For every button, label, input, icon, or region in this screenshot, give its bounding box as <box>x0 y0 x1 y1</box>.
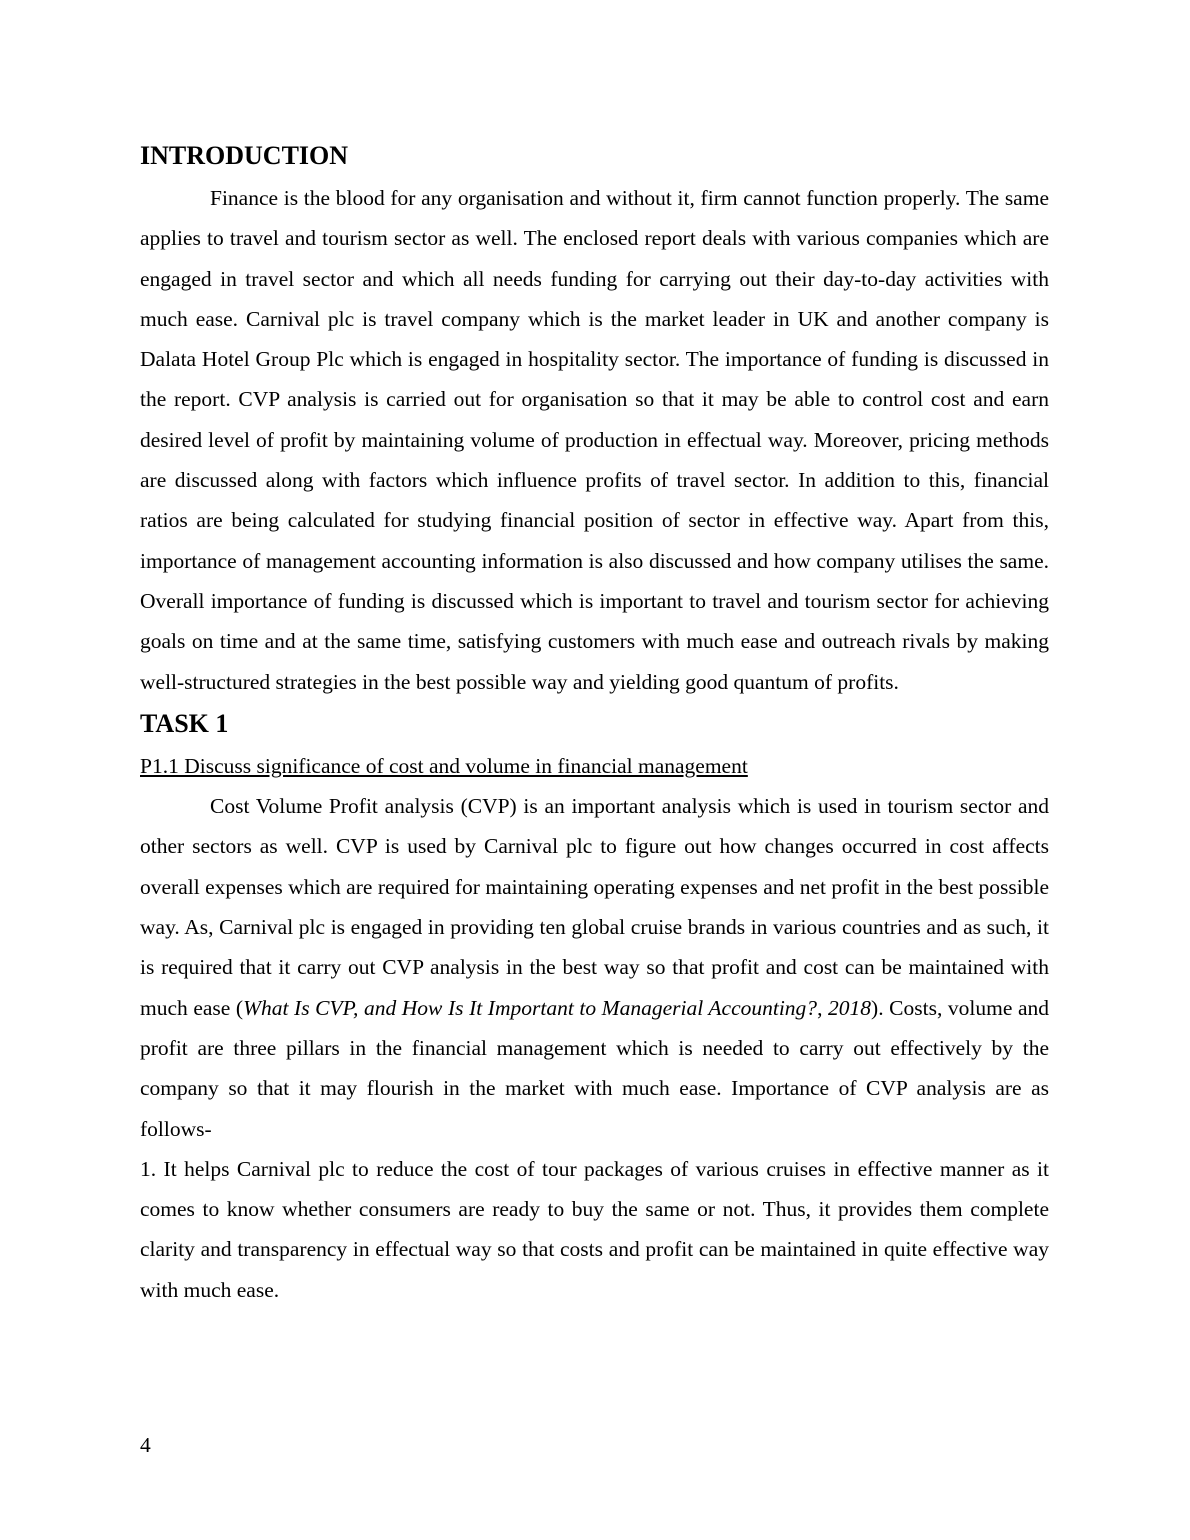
citation-year: 2018 <box>828 995 872 1020</box>
cvp-paragraph <box>140 786 1049 1149</box>
list-item-point-1: 1. It helps Carnival plc to reduce the cost of tour packages of various cruises in effective manner as it comes to know whether consumers are ready to buy the same or not. Thus, it provides them complete clarity and transparency in effectual way so that costs and profit can be maintained in quite effective way with much ease. <box>140 1156 1049 1302</box>
introduction-paragraph: Finance is the blood for any organisation and without it, firm cannot function properly. The same applies to travel and tourism sector as well. The enclosed report deals with various companies which are engaged in travel sector and which all needs funding for carrying out their day-to-day activities with much ease. Carnival plc is travel company which is the market leader in UK and another company is Dalata Hotel Group Plc which is engaged in hospitality sector. The importance of funding is discussed in the report. CVP analysis is carried out for organisation so that it may be able to control cost and earn desired level of profit by maintaining volume of production in effectual way. Moreover, pricing methods are discussed along with factors which influence profits of travel sector. In addition to this, financial ratios are being calculated for studying financial position of sector in effective way. Apart from this, importance of management accounting information is also discussed and how company utilises the same. Overall importance of funding is discussed which is important to travel and tourism sector for achieving goals on time and at the same time, satisfying customers with much ease and outreach rivals by making well-structured strategies in the best possible way and yielding good quantum of profits. <box>140 186 1049 694</box>
document-page <box>140 138 1049 1310</box>
task1-heading: TASK 1 <box>140 708 229 738</box>
citation-separator: , <box>817 995 829 1020</box>
task1-subheading: P1.1 Discuss significance of cost and volume in financial management <box>140 753 748 778</box>
cvp-paragraph-text-end: ). Costs, volume and profit are three pillars in the financial management which is needed to carry out effectively by the company so that it may flourish in the market with much ease. Importance of CVP analysis are as follows- <box>140 995 1050 1141</box>
cvp-paragraph-text-start: Cost Volume Profit analysis (CVP) is an important analysis which is used in tourism sector and other sectors as well. CVP is used by Carnival plc to figure out how changes occurred in cost affects overall expenses which are required for maintaining operating expenses and net profit in the best possible way. As, Carnival plc is engaged in providing ten global cruise brands in various countries and as such, it is required that it carry out CVP analysis in the best way so that profit and cost can be maintained with much ease ( <box>140 794 1049 1020</box>
page-number: 4 <box>140 1433 151 1457</box>
citation-title: What Is CVP, and How Is It Important to Managerial Accounting? <box>243 995 818 1020</box>
introduction-heading: INTRODUCTION <box>140 141 349 170</box>
